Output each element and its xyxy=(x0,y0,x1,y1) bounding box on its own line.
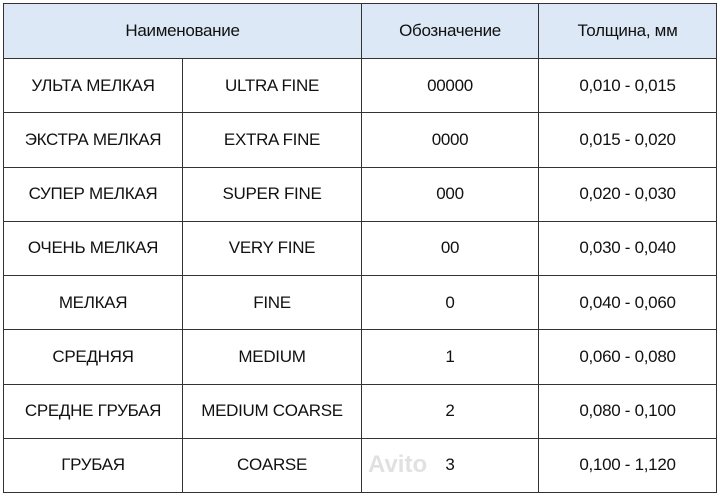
table-row xyxy=(4,167,717,221)
cell-en: MEDIUM COARSE xyxy=(183,384,362,438)
cell-en: EXTRA FINE xyxy=(183,113,362,167)
header-thickness: Толщина, мм xyxy=(539,4,717,59)
cell-code: 00000 xyxy=(362,59,539,113)
header-row xyxy=(4,4,717,59)
table-row xyxy=(4,438,717,492)
cell-code: 0 xyxy=(362,276,539,330)
watermark-logo: Avito xyxy=(368,451,428,478)
cell-ru: ОЧЕНЬ МЕЛКАЯ xyxy=(4,221,183,275)
header-designation: Обозначение xyxy=(362,4,539,59)
cell-thickness: 0,040 - 0,060 xyxy=(539,276,717,330)
cell-ru: МЕЛКАЯ xyxy=(4,276,183,330)
cell-en: SUPER FINE xyxy=(183,167,362,221)
cell-ru: УЛЬТА МЕЛКАЯ xyxy=(4,59,183,113)
header-name: Наименование xyxy=(4,4,362,59)
cell-code: 2 xyxy=(362,384,539,438)
cell-ru: СРЕДНЯЯ xyxy=(4,330,183,384)
table-row xyxy=(4,221,717,275)
cell-code: 3 xyxy=(362,438,539,492)
cell-code: 1 xyxy=(362,330,539,384)
grit-table xyxy=(3,3,717,493)
cell-thickness: 0,030 - 0,040 xyxy=(539,221,717,275)
table-row xyxy=(4,276,717,330)
table-row xyxy=(4,113,717,167)
cell-thickness: 0,015 - 0,020 xyxy=(539,113,717,167)
cell-thickness: 0,080 - 0,100 xyxy=(539,384,717,438)
table-row xyxy=(4,330,717,384)
cell-thickness: 0,020 - 0,030 xyxy=(539,167,717,221)
cell-ru: СУПЕР МЕЛКАЯ xyxy=(4,167,183,221)
table-row xyxy=(4,59,717,113)
cell-en: MEDIUM xyxy=(183,330,362,384)
cell-ru: СРЕДНЕ ГРУБАЯ xyxy=(4,384,183,438)
cell-code: 000 xyxy=(362,167,539,221)
cell-en: FINE xyxy=(183,276,362,330)
cell-en: VERY FINE xyxy=(183,221,362,275)
table-row xyxy=(4,384,717,438)
cell-thickness: 0,100 - 1,120 xyxy=(539,438,717,492)
cell-en: ULTRA FINE xyxy=(183,59,362,113)
cell-ru: ГРУБАЯ xyxy=(4,438,183,492)
cell-thickness: 0,010 - 0,015 xyxy=(539,59,717,113)
cell-en: COARSE xyxy=(183,438,362,492)
cell-code: 0000 xyxy=(362,113,539,167)
cell-ru: ЭКСТРА МЕЛКАЯ xyxy=(4,113,183,167)
cell-thickness: 0,060 - 0,080 xyxy=(539,330,717,384)
cell-code: 00 xyxy=(362,221,539,275)
